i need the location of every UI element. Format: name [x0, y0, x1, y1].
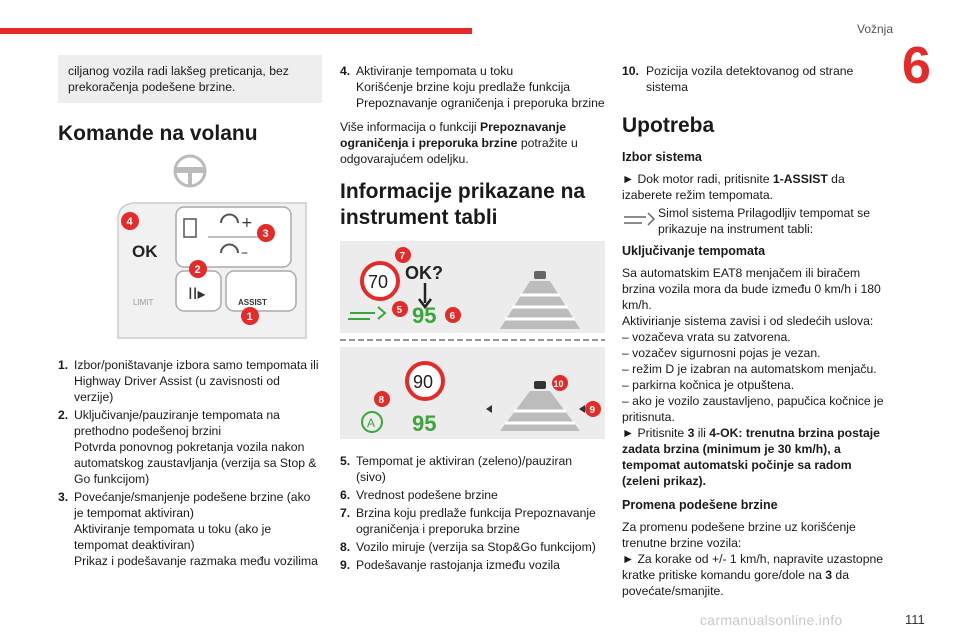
- list-item: 9. Podešavanje rastojanja između vozila: [340, 558, 560, 572]
- activation-dependencies: Aktivirianje sistema zavisi i od sledećih uslova:: [622, 314, 874, 328]
- press-instruction: ► Pritisnite 3 ili 4-OK: trenutna brzina postaje zadata brzina (minimum je 30 km/h), a tempomat automatski počinje sa radom (zeleni prikaz).: [622, 426, 880, 488]
- adaptive-cruise-symbol-row: Simol sistema Prilagodljiv tempomat se prikazuje na instrument tabli:: [622, 205, 892, 237]
- marker-1: 1: [246, 311, 253, 323]
- heading-instrument-info: Informacije prikazane na instrument tabli: [340, 180, 586, 229]
- svg-text:A: A: [367, 416, 376, 430]
- display-items-list: [340, 453, 605, 573]
- intro-text: ciljanog vozila radi lakšeg preticanja, bez prekoračenja podešene brzine.: [68, 64, 289, 94]
- subheading-activation: Uključivanje tempomata: [622, 244, 766, 258]
- list-item: 3. Povećanje/smanjenje podešene brzine (ako je tempomat aktiviran) Aktiviranje tempomata u toku (ako je tempomat deaktiviran) Prikaz i podešavanje razmaka među vozilima: [58, 490, 318, 568]
- chapter-number: 6: [902, 37, 931, 95]
- controls-list: [58, 357, 322, 569]
- column-3: [622, 63, 892, 599]
- set-speed-bottom: 95: [412, 411, 437, 436]
- list-item: – vozačev sigurnosni pojas je vezan.: [622, 346, 821, 360]
- ok-prompt: OK?: [405, 263, 443, 283]
- marker-6: 6: [449, 311, 456, 322]
- svg-text:–: –: [241, 245, 248, 261]
- marker-7: 7: [399, 251, 406, 262]
- list-item: 5. Tempomat je aktiviran (zeleno)/pauziran (sivo): [340, 454, 573, 484]
- svg-text:+: +: [241, 215, 253, 231]
- steering-controls-figure: [58, 153, 322, 343]
- adaptive-cruise-icon: [622, 205, 658, 229]
- list-item: – vozačeva vrata su zatvorena.: [622, 330, 791, 344]
- section-title: Vožnja: [856, 22, 894, 36]
- limit-label: LIMIT: [133, 298, 154, 307]
- speed-limit-bottom: 90: [413, 372, 434, 392]
- subheading-speed-change: Promena podešene brzine: [622, 498, 778, 512]
- list-item: 7. Brzina koju predlaže funkcija Prepoznavanje ograničenja i preporuka brzine: [340, 506, 596, 536]
- list-item: 10. Pozicija vozila detektovanog od strane sistema: [622, 64, 854, 94]
- speed-change-text: Za promenu podešene brzine uz korišćenje trenutne brzine vozila:: [622, 520, 856, 550]
- list-item: 6. Vrednost podešene brzine: [340, 488, 498, 502]
- select-system-text: ► Dok motor radi, pritisnite 1-ASSIST da izaberete režim tempomata.: [622, 172, 845, 202]
- item-10: [622, 63, 892, 95]
- marker-8: 8: [378, 395, 385, 406]
- svg-text:II▸: II▸: [188, 284, 206, 303]
- item-4: [340, 63, 605, 111]
- subheading-system-selection: Izbor sistema: [622, 150, 702, 164]
- column-2: [340, 63, 605, 575]
- list-item: – parkirna kočnica je otpuštena.: [622, 378, 795, 392]
- marker-9: 9: [589, 405, 596, 416]
- list-item: – ako je vozilo zaustavljeno, papučica kočnice je pritisnuta.: [622, 394, 884, 424]
- list-item: 4. Aktiviranje tempomata u toku Korišćenje brzine koju predlaže funkcija Prepoznavanje ograničenja i preporuka brzine: [340, 64, 605, 110]
- heading-usage: Upotreba: [622, 114, 715, 137]
- activation-conditions: Sa automatskim EAT8 menjačem ili biračem brzina vozila mora da bude između 0 km/h i 180 km/h.: [622, 266, 881, 312]
- assist-button-label: ASSIST: [238, 298, 267, 307]
- conditions-list: [622, 329, 892, 425]
- marker-2: 2: [194, 264, 201, 276]
- instrument-display-figure: [340, 241, 605, 441]
- page-number: 111: [905, 612, 925, 627]
- marker-10: 10: [553, 379, 564, 389]
- top-red-bar: [0, 28, 472, 34]
- ok-button-label: OK: [132, 242, 158, 261]
- marker-4: 4: [126, 216, 133, 228]
- list-item: 1. Izbor/poništavanje izbora samo tempomata ili Highway Driver Assist (u zavisnosti od verzije): [58, 358, 319, 404]
- more-info-text: Više informacija o funkciji Prepoznavanje ograničenja i preporuka brzine potražite u odgovarajućem odeljku.: [340, 120, 578, 166]
- list-item: 8. Vozilo miruje (verzija sa Stop&Go funkcijom): [340, 540, 596, 554]
- speed-limit-top: 70: [368, 272, 389, 292]
- marker-5: 5: [396, 305, 403, 316]
- intro-box: [58, 55, 322, 103]
- marker-3: 3: [262, 228, 269, 240]
- steering-wheel-icon: [175, 156, 205, 186]
- watermark: carmanualsonline.info: [700, 612, 843, 628]
- set-speed-top: 95: [412, 303, 437, 328]
- list-item: – režim D je izabran na automatskom menjaču.: [622, 362, 877, 376]
- list-item: 2. Uključivanje/pauziranje tempomata na prethodno podešenoj brzini Potvrda ponovnog pokretanja vozila nakon automatskog zaustavljanja (verzija sa Stop & Go funkcijom): [58, 408, 317, 486]
- speed-step-text: ► Za korake od +/- 1 km/h, napravite uzastopne kratke pritiske komandu gore/dole na 3 da povećate/smanjite.: [622, 552, 884, 598]
- column-1: [58, 55, 322, 571]
- heading-steering-controls: Komande na volanu: [58, 122, 258, 145]
